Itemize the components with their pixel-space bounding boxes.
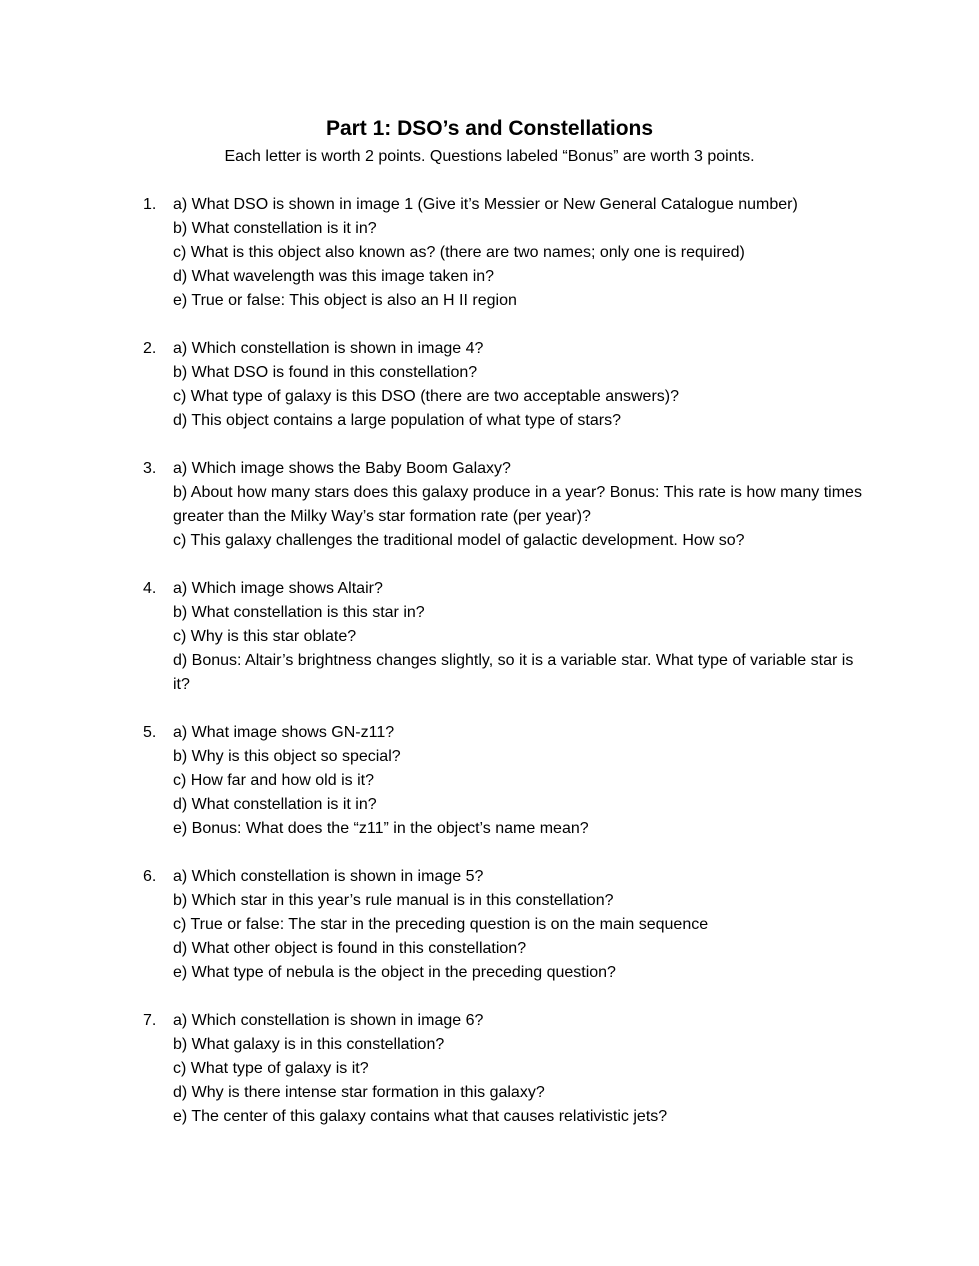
question-part: b) What constellation is this star in? xyxy=(173,604,425,621)
question-part: a) Which image shows Altair? xyxy=(173,580,383,597)
question-part: d) Why is there intense star formation in this galaxy? xyxy=(173,1084,545,1101)
question-number: 5. xyxy=(143,724,157,741)
question-item xyxy=(0,457,979,553)
question-item xyxy=(0,337,979,433)
question-part: b) About how many stars does this galaxy produce in a year? Bonus: This rate is how many times greater than the Milky Way’s star formation rate (per year)? xyxy=(173,484,862,525)
question-list xyxy=(0,193,979,1153)
question-part: c) True or false: The star in the preceding question is on the main sequence xyxy=(173,916,709,933)
question-part: c) How far and how old is it? xyxy=(173,772,374,789)
question-part: e) True or false: This object is also an H II region xyxy=(173,292,517,309)
question-item xyxy=(0,577,979,697)
question-part: b) What constellation is it in? xyxy=(173,220,377,237)
question-parts xyxy=(173,577,873,697)
question-item xyxy=(0,721,979,841)
question-item xyxy=(0,193,979,313)
question-item xyxy=(0,1009,979,1129)
question-part: a) Which constellation is shown in image 5? xyxy=(173,868,484,885)
question-part: d) What other object is found in this constellation? xyxy=(173,940,527,957)
page-subtitle: Each letter is worth 2 points. Questions labeled “Bonus” are worth 3 points. xyxy=(224,148,755,165)
question-parts xyxy=(173,1009,873,1129)
question-part: e) The center of this galaxy contains what that causes relativistic jets? xyxy=(173,1108,668,1125)
question-parts xyxy=(173,193,873,313)
question-part: e) What type of nebula is the object in the preceding question? xyxy=(173,964,616,981)
question-number: 2. xyxy=(143,340,157,357)
question-parts xyxy=(173,865,873,985)
question-part: b) Why is this object so special? xyxy=(173,748,401,765)
question-item xyxy=(0,865,979,985)
question-part: a) What image shows GN-z11? xyxy=(173,724,395,741)
question-number: 7. xyxy=(143,1012,157,1029)
question-parts xyxy=(173,337,873,433)
question-part: d) Bonus: Altair’s brightness changes slightly, so it is a variable star. What type of variable star is it? xyxy=(173,652,854,693)
page-title: Part 1: DSO’s and Constellations xyxy=(325,117,654,140)
question-part: c) This galaxy challenges the traditional model of galactic development. How so? xyxy=(173,532,745,549)
question-number: 4. xyxy=(143,580,157,597)
question-parts xyxy=(173,457,873,553)
question-part: a) Which constellation is shown in image 6? xyxy=(173,1012,484,1029)
question-part: a) Which image shows the Baby Boom Galaxy? xyxy=(173,460,511,477)
question-part: c) What type of galaxy is this DSO (there are two acceptable answers)? xyxy=(173,388,679,405)
question-part: b) What DSO is found in this constellation? xyxy=(173,364,478,381)
question-part: c) What is this object also known as? (there are two names; only one is required) xyxy=(173,244,745,261)
question-part: a) Which constellation is shown in image 4? xyxy=(173,340,484,357)
question-part: b) What galaxy is in this constellation? xyxy=(173,1036,445,1053)
question-part: d) What constellation is it in? xyxy=(173,796,377,813)
question-number: 3. xyxy=(143,460,157,477)
question-part: e) Bonus: What does the “z11” in the object’s name mean? xyxy=(173,820,589,837)
question-parts xyxy=(173,721,873,841)
question-part: d) What wavelength was this image taken in? xyxy=(173,268,495,285)
question-part: c) What type of galaxy is it? xyxy=(173,1060,369,1077)
question-part: d) This object contains a large population of what type of stars? xyxy=(173,412,621,429)
question-part: b) Which star in this year’s rule manual is in this constellation? xyxy=(173,892,614,909)
question-number: 6. xyxy=(143,868,157,885)
question-part: a) What DSO is shown in image 1 (Give it’s Messier or New General Catalogue number) xyxy=(173,196,798,213)
question-number: 1. xyxy=(143,196,157,213)
question-part: c) Why is this star oblate? xyxy=(173,628,357,645)
